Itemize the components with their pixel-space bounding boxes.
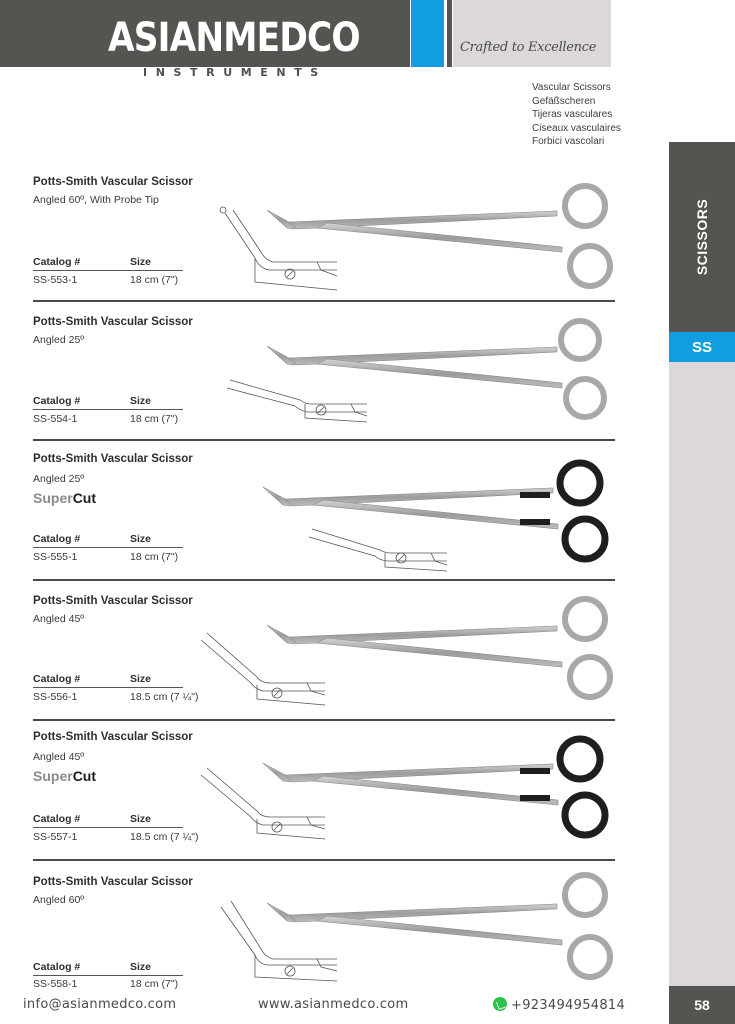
product-title: Potts-Smith Vascular Scissor (33, 876, 193, 888)
product-subtitle: Angled 45º (33, 751, 85, 763)
scissors-25-icon (215, 318, 615, 428)
footer-phone[interactable] (493, 997, 625, 1013)
footer-email[interactable]: info@asianmedco.com (23, 997, 177, 1012)
supercut-badge: SuperCut (33, 768, 97, 784)
catalog-row (33, 274, 233, 286)
category-name-de: Gefäßscheren (532, 95, 596, 107)
size-value: 18 cm (7") (130, 274, 179, 286)
page-number: 58 (669, 986, 735, 1024)
category-name-en: Vascular Scissors (532, 82, 611, 93)
product-subtitle: Angled 25º (33, 334, 85, 346)
catalog-header: Catalog # (33, 533, 81, 545)
size-value: 18.5 cm (7 ¼") (130, 691, 199, 703)
catalog-row (33, 551, 233, 563)
product-title: Potts-Smith Vascular Scissor (33, 595, 193, 607)
catalog-number: SS-557-1 (33, 831, 78, 843)
product-title: Potts-Smith Vascular Scissor (33, 176, 193, 188)
section-divider (33, 300, 615, 302)
size-header: Size (130, 673, 152, 685)
scissors-25-supercut-icon (215, 455, 615, 575)
category-name-fr: Ciseaux vasculaires (532, 122, 621, 134)
category-name-es: Tijeras vasculares (532, 109, 613, 121)
section-divider (33, 859, 615, 861)
size-header: Size (130, 961, 152, 973)
scissors-60-probe-icon (215, 180, 615, 295)
size-value: 18.5 cm (7 ¼") (130, 831, 199, 843)
catalog-table-header (33, 256, 183, 271)
catalog-number: SS-554-1 (33, 413, 78, 425)
section-divider (33, 439, 615, 441)
catalog-header: Catalog # (33, 256, 81, 268)
size-header: Size (130, 533, 152, 545)
size-header: Size (130, 813, 152, 825)
section-divider (33, 719, 615, 721)
phone-number: +923494954814 (511, 998, 626, 1013)
product-title: Potts-Smith Vascular Scissor (33, 453, 193, 465)
header-tagline-panel (453, 0, 611, 67)
catalog-table-header (33, 533, 183, 548)
header-accent-bar (411, 0, 444, 67)
catalog-number: SS-553-1 (33, 274, 78, 286)
product-title: Potts-Smith Vascular Scissor (33, 316, 193, 328)
catalog-table-header (33, 395, 183, 410)
brand-subtitle: INSTRUMENTS (143, 66, 327, 79)
product-title: Potts-Smith Vascular Scissor (33, 731, 193, 743)
tagline: Crafted to Excellence (460, 40, 597, 55)
footer-website[interactable]: www.asianmedco.com (258, 997, 409, 1012)
catalog-number: SS-556-1 (33, 691, 78, 703)
catalog-number: SS-555-1 (33, 551, 78, 563)
scissors-45-supercut-icon (195, 733, 615, 848)
catalog-header: Catalog # (33, 961, 81, 973)
brand-logo: ASIANMEDCO (108, 15, 360, 61)
category-names (532, 81, 621, 149)
size-header: Size (130, 256, 152, 268)
size-value: 18 cm (7") (130, 978, 179, 990)
catalog-row (33, 413, 233, 425)
whatsapp-icon (493, 997, 507, 1011)
catalog-table-header (33, 813, 183, 828)
scissors-60-icon (215, 865, 615, 985)
catalog-number: SS-558-1 (33, 978, 78, 990)
size-value: 18 cm (7") (130, 551, 179, 563)
size-value: 18 cm (7") (130, 413, 179, 425)
side-tab-strip (669, 362, 735, 986)
section-divider (33, 579, 615, 581)
category-name-it: Forbici vascolari (532, 136, 605, 148)
side-tab-code: SS (669, 332, 735, 362)
catalog-header: Catalog # (33, 813, 81, 825)
size-header: Size (130, 395, 152, 407)
catalog-row (33, 978, 233, 990)
product-subtitle: Angled 60º (33, 894, 85, 906)
catalog-table-header (33, 673, 183, 688)
supercut-badge: SuperCut (33, 490, 97, 506)
product-subtitle: Angled 45º (33, 613, 85, 625)
product-subtitle: Angled 25º (33, 473, 85, 485)
catalog-header: Catalog # (33, 395, 81, 407)
product-subtitle: Angled 60º, With Probe Tip (33, 194, 159, 206)
scissors-45-icon (195, 595, 615, 710)
side-tab-title: SCISSORS (694, 198, 711, 276)
header-separator (447, 0, 452, 67)
catalog-table-header (33, 961, 183, 976)
catalog-header: Catalog # (33, 673, 81, 685)
